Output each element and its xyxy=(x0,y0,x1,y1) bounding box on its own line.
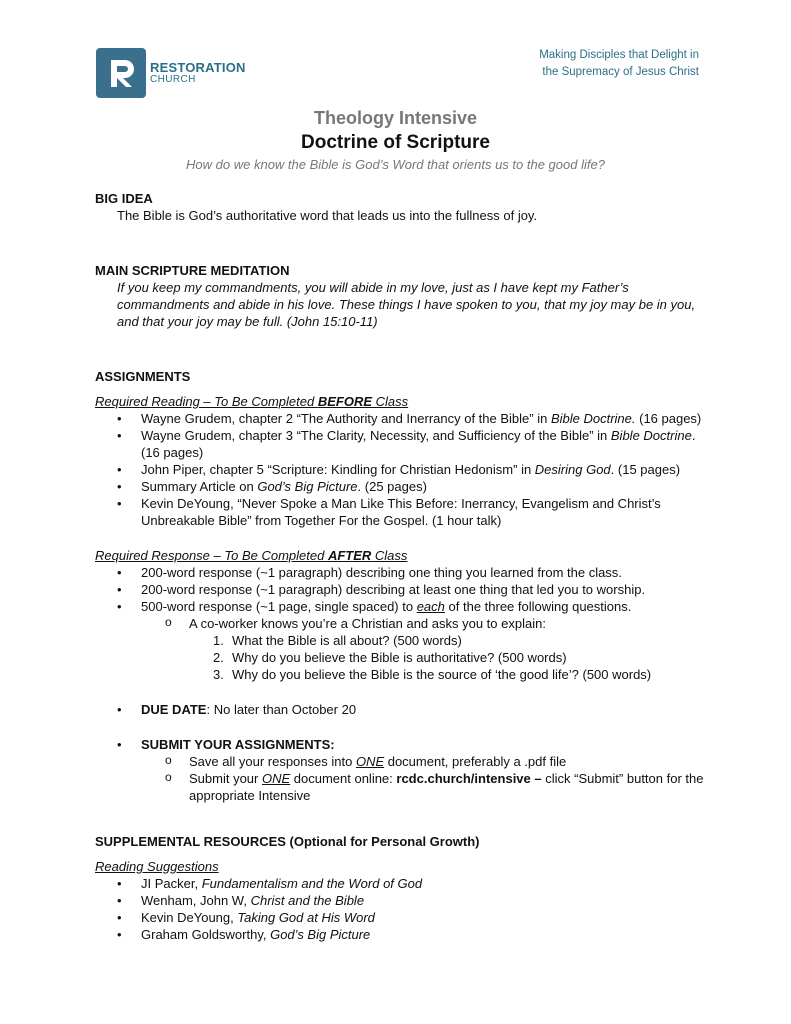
reading-suggestions-subheading: Reading Suggestions xyxy=(95,859,219,874)
list-item: • Graham Goldsworthy, God’s Big Picture xyxy=(117,926,715,943)
subtitle-question: How do we know the Bible is God’s Word that orients us to the good life? xyxy=(186,157,605,172)
big-idea-text: The Bible is God’s authoritative word that leads us into the fullness of joy. xyxy=(117,208,538,223)
list-item: o A co-worker knows you’re a Christian and asks you to explain: 1. What the Bible is all about? (500 words) 2. Why do you believe the Bible is authoritative? (500 words) 3. Why do you believe the Bible is the source of ‘the good life’? (500 words) xyxy=(165,615,715,683)
big-idea-heading: BIG IDEA xyxy=(95,191,153,206)
reading-list xyxy=(95,410,715,529)
logo-name: RESTORATION xyxy=(150,60,246,75)
question-list xyxy=(189,632,715,683)
submit-list xyxy=(95,736,715,804)
response-sublist xyxy=(141,615,715,683)
list-item: • Wayne Grudem, chapter 3 “The Clarity, Necessity, and Sufficiency of the Bible” in Bible Doctrine. (16 pages) xyxy=(117,427,715,461)
question-item: 1. What the Bible is all about? (500 words) xyxy=(213,633,462,648)
question-item: 3. Why do you believe the Bible is the source of ‘the good life’? (500 words) xyxy=(213,667,652,682)
tagline-line1: Making Disciples that Delight in xyxy=(539,49,699,61)
submit-sublist xyxy=(141,753,715,804)
supplemental-list xyxy=(95,875,715,943)
meditation-heading: MAIN SCRIPTURE MEDITATION xyxy=(95,263,290,278)
church-logo xyxy=(96,48,246,98)
list-item: • Kevin DeYoung, Taking God at His Word xyxy=(117,909,715,926)
tagline-line2: the Supremacy of Jesus Christ xyxy=(542,66,699,78)
response-list xyxy=(95,564,715,683)
doctrine-title: Doctrine of Scripture xyxy=(301,132,490,153)
submit-assignments: • SUBMIT YOUR ASSIGNMENTS: o Save all your responses into ONE document, preferably a .pdf file o Submit your ONE document online: rcdc.church/intensive – click “Submit” button for the appropriate Intensive xyxy=(117,736,715,804)
document-body xyxy=(95,190,715,943)
list-item: • Kevin DeYoung, “Never Spoke a Man Like This Before: Inerrancy, Evangelism and Christ’s Unbreakable Bible” from Together For the Gospel. (1 hour talk) xyxy=(117,495,715,529)
list-item: • Wenham, John W, Christ and the Bible xyxy=(117,892,715,909)
list-item: • Wayne Grudem, chapter 2 “The Authority and Inerrancy of the Bible” in Bible Doctrine. (16 pages) xyxy=(117,410,715,427)
course-title: Theology Intensive xyxy=(313,108,478,128)
list-item: • Summary Article on God’s Big Picture. (25 pages) xyxy=(117,478,715,495)
list-item: o Save all your responses into ONE document, preferably a .pdf file xyxy=(165,753,715,770)
assignments-heading: ASSIGNMENTS xyxy=(95,369,191,384)
list-item: o Submit your ONE document online: rcdc.church/intensive – click “Submit” button for the appropriate Intensive xyxy=(165,770,715,804)
restoration-logo-icon xyxy=(96,48,146,98)
list-item: • 200-word response (~1 paragraph) describing one thing you learned from the class. xyxy=(117,564,715,581)
due-date: • DUE DATE: No later than October 20 xyxy=(117,701,715,718)
list-item: • John Piper, chapter 5 “Scripture: Kindling for Christian Hedonism” in Desiring God. (15 pages) xyxy=(117,461,715,478)
list-item: • 200-word response (~1 paragraph) describing at least one thing that led you to worship. xyxy=(117,581,715,598)
list-item: • JI Packer, Fundamentalism and the Word of God xyxy=(117,875,715,892)
list-item: • 500-word response (~1 page, single spaced) to each of the three following questions. o A co-worker knows you’re a Christian and asks you to explain: 1. What the Bible is all about? (500 words) 2. Why do you believe the Bible is authoritative? (500 words) 3. Why do you believe the Bible is the source of ‘the good life’? (500 words) xyxy=(117,598,715,683)
due-date-list xyxy=(95,701,715,718)
supplemental-heading: SUPPLEMENTAL RESOURCES (Optional for Personal Growth) xyxy=(95,834,480,849)
tagline xyxy=(539,47,699,81)
meditation-text: If you keep my commandments, you will abide in my love, just as I have kept my Father’s commandments and abide in his love. These things I have spoken to you, that my joy may be in you, and that your joy may be full. (John 15:10-11) xyxy=(117,280,696,329)
logo-sub: CHURCH xyxy=(150,74,196,85)
submission-url: rcdc.church/intensive – xyxy=(396,771,542,786)
required-reading-subheading: Required Reading – To Be Completed BEFORE Class xyxy=(95,394,409,409)
question-item: 2. Why do you believe the Bible is authoritative? (500 words) xyxy=(213,650,567,665)
required-response-subheading: Required Response – To Be Completed AFTER Class xyxy=(95,548,408,563)
